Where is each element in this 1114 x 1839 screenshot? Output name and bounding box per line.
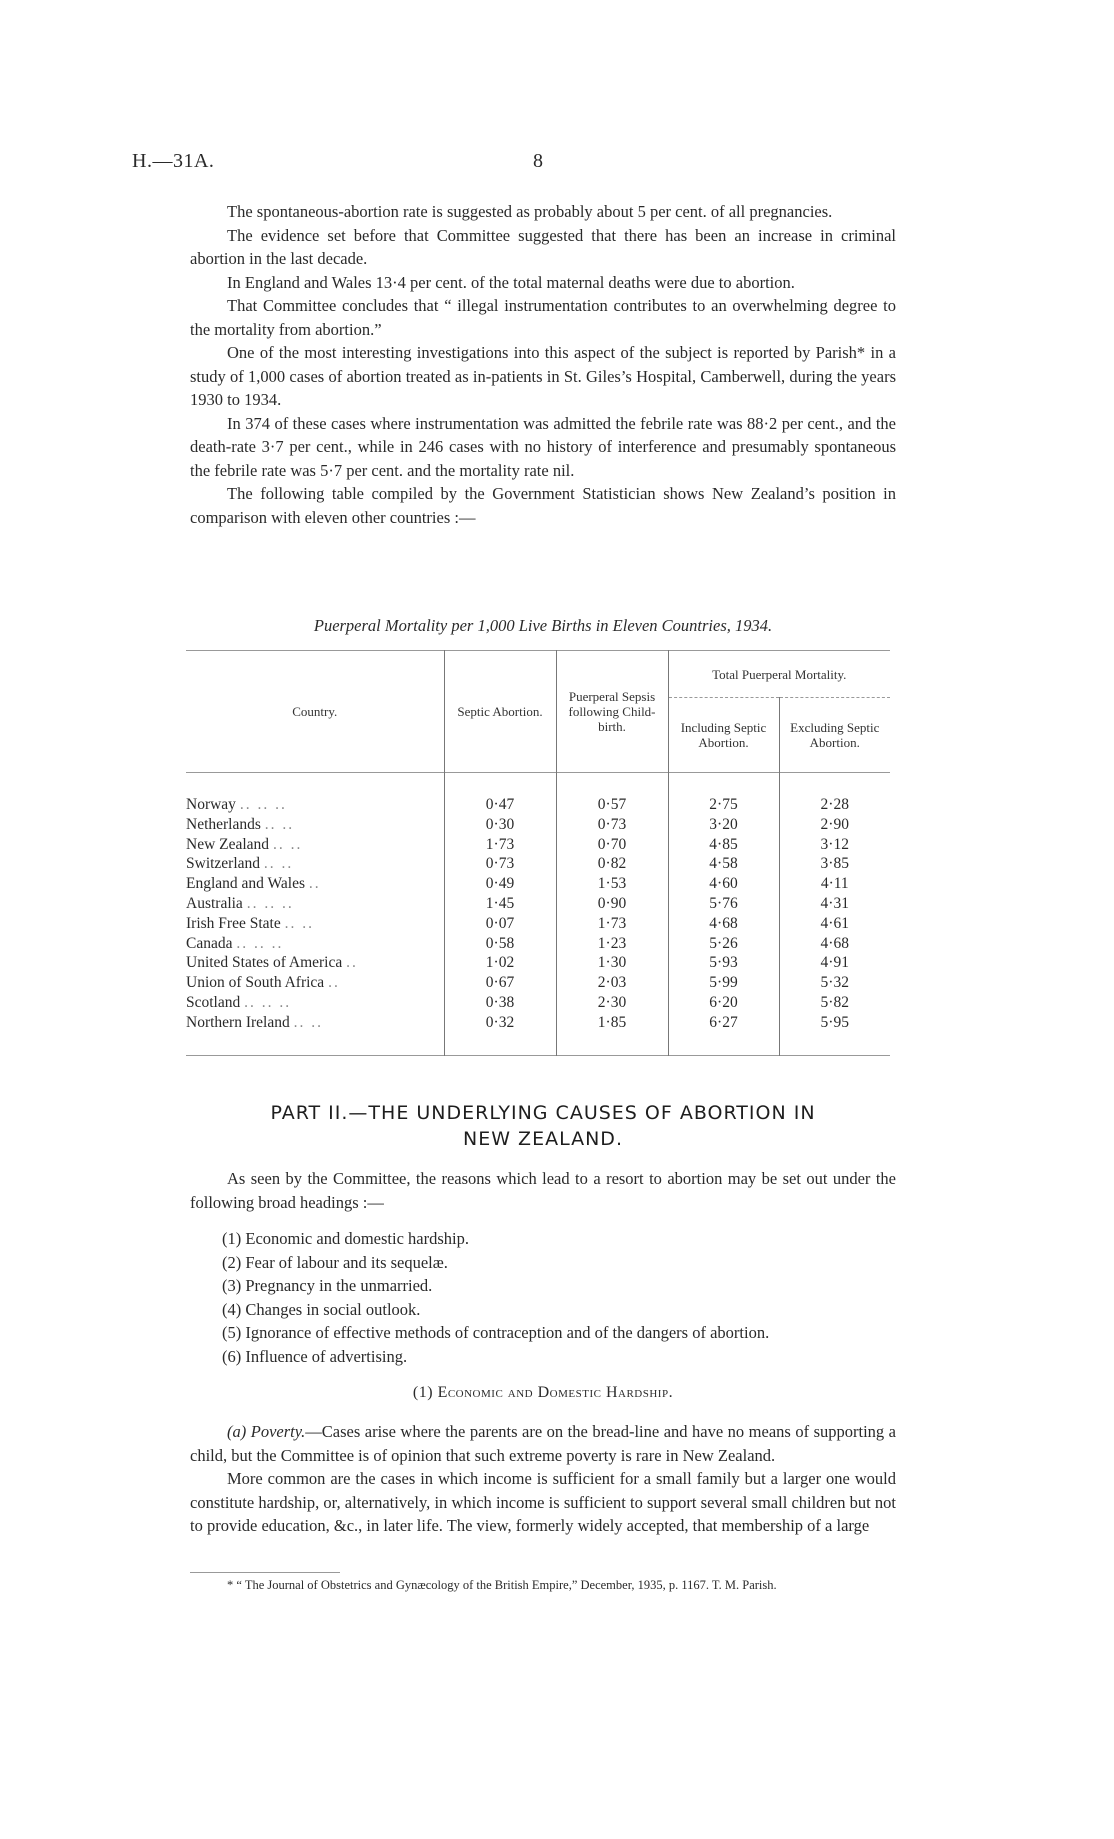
puerperal-cell: 2·03 <box>556 973 668 993</box>
footnote: * “ The Journal of Obstetrics and Gynæcology of the British Empire,” December, 1935, p. 1167. T. M. Parish. <box>227 1578 777 1592</box>
table-row <box>186 854 890 874</box>
including-cell: 6·27 <box>668 1013 779 1055</box>
table-row <box>186 1013 890 1055</box>
excluding-cell: 5·95 <box>779 1013 890 1055</box>
footnote-divider <box>190 1572 340 1573</box>
paragraph: In 374 of these cases where instrumentation was admitted the febrile rate was 88·2 per cent., and the death-rate 3·7 per cent., while in 246 cases with no history of interference and presumably spontaneous the febrile rate was 5·7 per cent. and the mortality rate nil. <box>190 413 896 480</box>
excluding-cell: 4·11 <box>779 874 890 894</box>
part-heading-line1: PART II.—THE UNDERLYING CAUSES OF ABORTION IN <box>270 1102 816 1124</box>
poverty-text: Cases arise where the parents are on the bread-line and have no means of supporting a child, but the Committee is of opinion that such extreme poverty is rare in New Zealand. <box>190 1422 896 1465</box>
list-item: (3) Pregnancy in the unmarried. <box>222 1276 433 1295</box>
list-item: (5) Ignorance of effective methods of contraception and of the dangers of abortion. <box>222 1323 770 1342</box>
reasons-list <box>222 1227 769 1368</box>
excluding-cell: 3·12 <box>779 835 890 855</box>
country-cell: Australia .. .. .. <box>186 894 294 912</box>
including-cell: 2·75 <box>668 773 779 815</box>
table-row <box>186 914 890 934</box>
including-cell: 4·60 <box>668 874 779 894</box>
table-row <box>186 973 890 993</box>
header-septic-abortion: Septic Abortion. <box>444 651 556 773</box>
septic-cell: 0·32 <box>444 1013 556 1055</box>
excluding-cell: 4·61 <box>779 914 890 934</box>
puerperal-cell: 0·90 <box>556 894 668 914</box>
puerperal-cell: 1·73 <box>556 914 668 934</box>
excluding-cell: 4·31 <box>779 894 890 914</box>
mortality-table <box>186 650 890 1056</box>
country-cell: Netherlands .. .. <box>186 815 295 833</box>
including-cell: 5·99 <box>668 973 779 993</box>
including-cell: 5·76 <box>668 894 779 914</box>
septic-cell: 0·49 <box>444 874 556 894</box>
country-cell: Union of South Africa .. <box>186 974 340 992</box>
country-cell: New Zealand .. .. <box>186 835 303 853</box>
table-row <box>186 894 890 914</box>
part-heading-line2: NEW ZEALAND. <box>463 1128 623 1150</box>
including-cell: 4·58 <box>668 854 779 874</box>
excluding-cell: 4·91 <box>779 953 890 973</box>
excluding-cell: 2·90 <box>779 815 890 835</box>
list-item: (1) Economic and domestic hardship. <box>222 1229 469 1248</box>
document-reference: H.—31A. <box>132 150 215 172</box>
country-cell: England and Wales .. <box>186 875 321 893</box>
puerperal-cell: 2·30 <box>556 993 668 1013</box>
paragraph: (a) Poverty.—Cases arise where the parents are on the bread-line and have no means of supporting a child, but the Committee is of opinion that such extreme poverty is rare in New Zealand. <box>190 1422 896 1465</box>
table-row <box>186 835 890 855</box>
excluding-cell: 4·68 <box>779 934 890 954</box>
septic-cell: 0·47 <box>444 773 556 815</box>
septic-cell: 0·30 <box>444 815 556 835</box>
septic-cell: 0·73 <box>444 854 556 874</box>
puerperal-cell: 0·57 <box>556 773 668 815</box>
paragraph: The following table compiled by the Government Statistician shows New Zealand’s position in comparison with eleven other countries :— <box>190 484 896 527</box>
including-cell: 4·68 <box>668 914 779 934</box>
puerperal-cell: 0·82 <box>556 854 668 874</box>
header-including-septic: Including Septic Abortion. <box>668 698 779 773</box>
country-cell: Canada .. .. .. <box>186 934 284 952</box>
table-row <box>186 874 890 894</box>
excluding-cell: 5·82 <box>779 993 890 1013</box>
paragraph: More common are the cases in which income is sufficient for a small family but a larger one would constitute hardship, or, alternatively, in which income is sufficient to support several small children but not to provide education, &c., in later life. The view, formerly widely accepted, that membership of a large <box>190 1469 896 1535</box>
table-row <box>186 773 890 815</box>
excluding-cell: 5·32 <box>779 973 890 993</box>
list-item: (2) Fear of labour and its sequelæ. <box>222 1252 448 1272</box>
page-number: 8 <box>533 150 543 172</box>
intro-text <box>190 200 896 529</box>
septic-cell: 0·67 <box>444 973 556 993</box>
including-cell: 4·85 <box>668 835 779 855</box>
header-puerperal-sepsis: Puerperal Sepsis following Child-birth. <box>556 651 668 773</box>
country-cell: United States of America .. <box>186 954 358 972</box>
country-cell: Northern Ireland .. .. <box>186 1013 323 1031</box>
excluding-cell: 3·85 <box>779 854 890 874</box>
table-row <box>186 953 890 973</box>
table-row <box>186 993 890 1013</box>
list-item: (4) Changes in social outlook. <box>222 1299 421 1319</box>
intro-reasons <box>190 1167 896 1214</box>
country-cell: Scotland .. .. .. <box>186 993 292 1011</box>
puerperal-cell: 1·53 <box>556 874 668 894</box>
country-cell: Irish Free State .. .. <box>186 914 314 932</box>
header-excluding-septic: Excluding Septic Abortion. <box>779 698 890 773</box>
puerperal-cell: 1·23 <box>556 934 668 954</box>
paragraph: In England and Wales 13·4 per cent. of the total maternal deaths were due to abortion. <box>227 272 795 292</box>
including-cell: 6·20 <box>668 993 779 1013</box>
paragraph: One of the most interesting investigations into this aspect of the subject is reported by Parish* in a study of 1,000 cases of abortion treated as in-patients in St. Giles’s Hospital, Camberwell, during the years 1930 to 1934. <box>190 343 896 409</box>
list-item: (6) Influence of advertising. <box>222 1346 408 1366</box>
puerperal-cell: 0·73 <box>556 815 668 835</box>
paragraph: As seen by the Committee, the reasons which lead to a resort to abortion may be set out under the following broad headings :— <box>190 1169 896 1212</box>
septic-cell: 1·73 <box>444 835 556 855</box>
country-cell: Switzerland .. .. <box>186 855 294 873</box>
paragraph: The evidence set before that Committee suggested that there has been an increase in criminal abortion in the last decade. <box>190 225 896 268</box>
header-total-mortality: Total Puerperal Mortality. <box>668 651 890 698</box>
header-country: Country. <box>292 704 338 719</box>
including-cell: 5·26 <box>668 934 779 954</box>
table-row <box>186 934 890 954</box>
table-row <box>186 815 890 835</box>
septic-cell: 1·02 <box>444 953 556 973</box>
poverty-section <box>190 1420 896 1538</box>
puerperal-cell: 1·30 <box>556 953 668 973</box>
table-caption: Puerperal Mortality per 1,000 Live Births in Eleven Countries, 1934. <box>313 616 773 635</box>
puerperal-cell: 1·85 <box>556 1013 668 1055</box>
poverty-label: (a) Poverty. <box>227 1422 306 1441</box>
part-heading <box>190 1100 896 1152</box>
including-cell: 5·93 <box>668 953 779 973</box>
septic-cell: 1·45 <box>444 894 556 914</box>
paragraph: That Committee concludes that “ illegal instrumentation contributes to an overwhelming degree to the mortality from abortion.” <box>190 296 896 339</box>
including-cell: 3·20 <box>668 815 779 835</box>
puerperal-cell: 0·70 <box>556 835 668 855</box>
septic-cell: 0·07 <box>444 914 556 934</box>
excluding-cell: 2·28 <box>779 773 890 815</box>
section-subheading: (1) Economic and Domestic Hardship. <box>412 1384 674 1401</box>
country-cell: Norway .. .. .. <box>186 796 287 813</box>
septic-cell: 0·58 <box>444 934 556 954</box>
septic-cell: 0·38 <box>444 993 556 1013</box>
paragraph: The spontaneous-abortion rate is suggested as probably about 5 per cent. of all pregnancies. <box>227 202 833 221</box>
